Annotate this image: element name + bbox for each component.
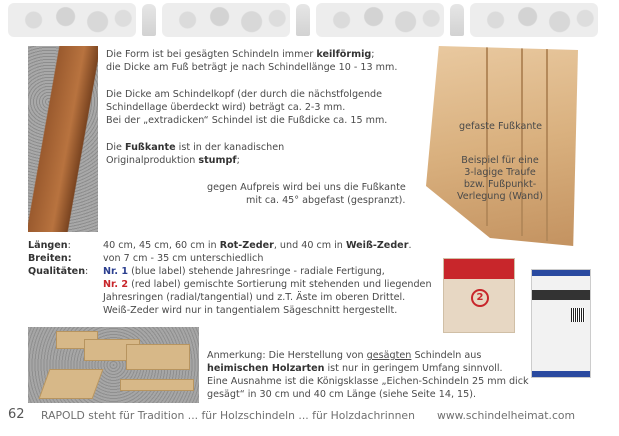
shingle-wedge-photo [28, 46, 98, 232]
shingle-bundles-photo [28, 327, 199, 403]
specs-widths-label: Breiten: [28, 253, 72, 264]
specs-lengths-label: Längen: [28, 240, 71, 251]
footer-slogan: RAPOLD steht für Tradition ... für Holzschindeln ... für Holzdachrinnen [41, 409, 415, 422]
intro-line-8: gegen Aufpreis wird bei uns die Fußkante [207, 182, 406, 193]
note-line-4: gesägt“ in 30 cm und 40 cm Länge (siehe Seite 14, 15). [207, 389, 477, 400]
intro-line-2: die Dicke am Fuß beträgt je nach Schindellänge 10 - 13 mm. [106, 62, 398, 73]
statue-image [296, 4, 310, 36]
frieze-image [316, 3, 444, 37]
footer-url[interactable]: www.schindelheimat.com [437, 409, 576, 422]
shingle-stack-photo [426, 46, 586, 246]
red-grade-label-image: 2 [443, 258, 515, 333]
caption-example: Beispiel für eine 3-lagige Traufe bzw. Fußpunkt- Verlegung (Wand) [456, 155, 544, 202]
frieze-image [8, 3, 136, 37]
decorative-banner [0, 0, 619, 40]
specs-white-cedar: Weiß-Zeder wird nur in tangentialem Sägeschnitt hergestellt. [103, 305, 398, 316]
specs-quality-2: Nr. 2 (red label) gemischte Sortierung mit stehenden und liegenden [103, 279, 432, 290]
intro-line-9: mit ca. 45° abgefast (gespranzt). [246, 195, 406, 206]
page-number: 62 [8, 407, 25, 422]
note-line-3: Eine Ausnahme ist die Königsklasse „Eichen-Schindeln 25 mm dick [207, 376, 529, 387]
blue-grade-label-image [531, 269, 591, 378]
caption-beveled-edge: gefaste Fußkante [459, 121, 543, 132]
intro-line-7: Originalproduktion stumpf; [106, 155, 240, 166]
statue-image [142, 4, 156, 36]
specs-lengths: 40 cm, 45 cm, 60 cm in Rot-Zeder, und 40 cm in Weiß-Zeder. [103, 240, 412, 251]
intro-line-5: Bei der „extradicken“ Schindel ist die Fußdicke ca. 15 mm. [106, 115, 388, 126]
specs-quality-1: Nr. 1 (blue label) stehende Jahresringe - radiale Fertigung, [103, 266, 385, 277]
specs-quality-label: Qualitäten: [28, 266, 89, 277]
frieze-image [470, 3, 598, 37]
intro-line-6: Die Fußkante ist in der kanadischen [106, 142, 285, 153]
specs-quality-2-cont: Jahresringen (radial/tangential) und z.T. Äste im oberen Drittel. [103, 292, 406, 303]
specs-widths: von 7 cm - 35 cm unterschiedlich [103, 253, 264, 264]
note-line-1: Anmerkung: Die Herstellung von gesägten Schindeln aus [207, 350, 482, 361]
intro-line-1: Die Form ist bei gesägten Schindeln immer keilförmig; [106, 49, 375, 60]
frieze-image [162, 3, 290, 37]
note-line-2: heimischen Holzarten ist nur in geringem Umfang sinnvoll. [207, 363, 503, 374]
intro-line-4: Schindellage überdeckt wird) beträgt ca. 2-3 mm. [106, 102, 346, 113]
intro-line-3: Die Dicke am Schindelkopf (der durch die nächstfolgende [106, 89, 383, 100]
statue-image [450, 4, 464, 36]
